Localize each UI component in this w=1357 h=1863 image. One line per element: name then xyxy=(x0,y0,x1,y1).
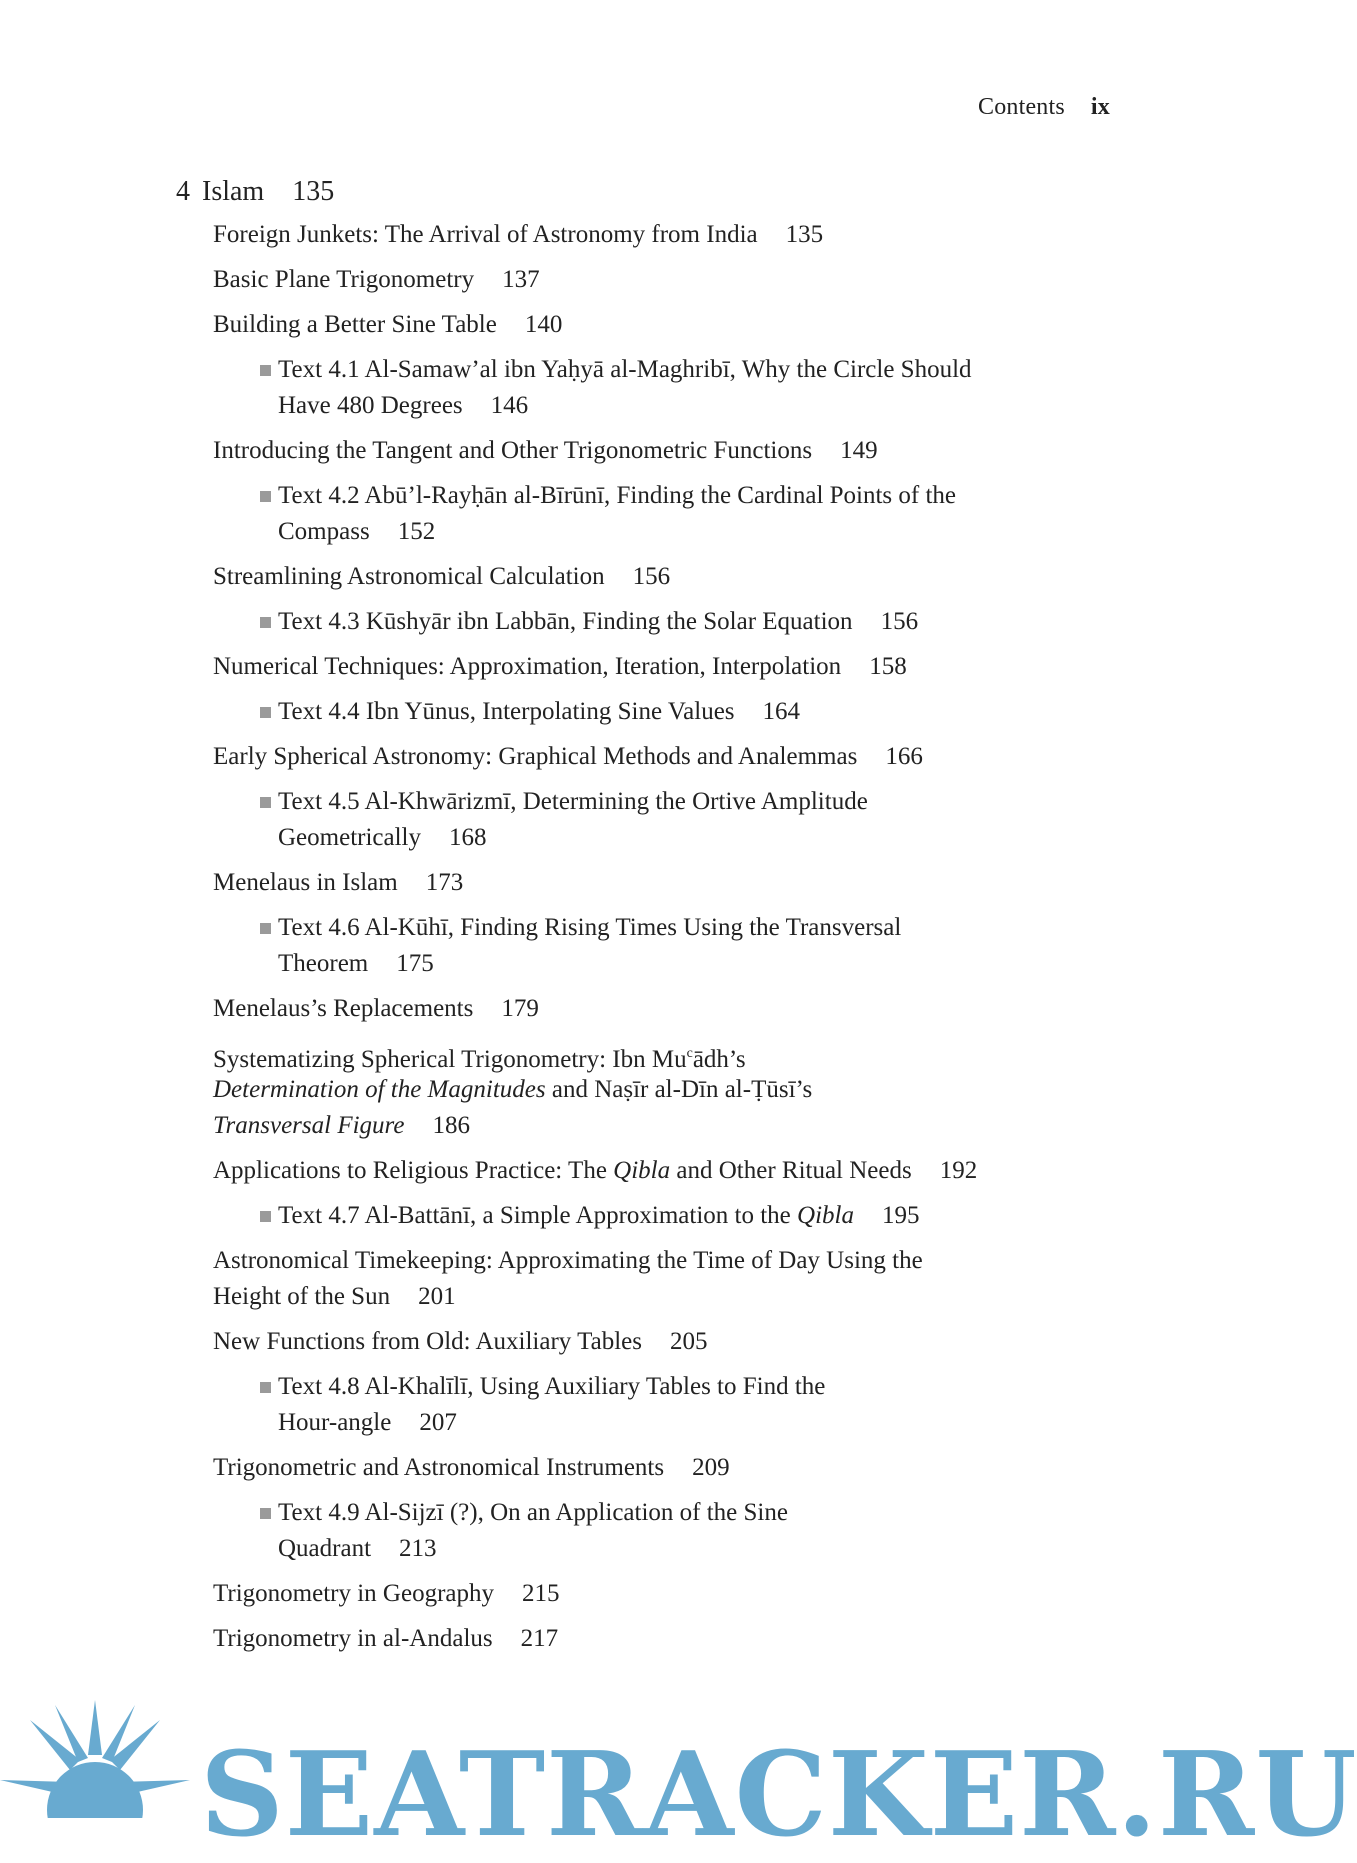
watermark-text: SEATRACKER.RU xyxy=(200,1727,1357,1863)
text-entry-title-continued: Hour-angle xyxy=(278,1409,392,1436)
section-page: 140 xyxy=(524,311,563,338)
toc-section-entry[interactable] xyxy=(213,307,562,343)
section-page: 217 xyxy=(520,1625,559,1652)
toc-section-entry-continued[interactable] xyxy=(213,1279,456,1315)
text-entry-page: 164 xyxy=(762,698,801,725)
text-entry-title-continued: Have 480 Degrees xyxy=(278,392,463,419)
section-title: Systematizing Spherical Trigonometry: Ibn Mu xyxy=(213,1046,687,1073)
section-title: Menelaus in Islam xyxy=(213,869,398,896)
text-entry-title-continued: Quadrant xyxy=(278,1535,372,1562)
toc-text-entry[interactable] xyxy=(260,1495,788,1531)
chapter-entry[interactable] xyxy=(176,174,334,210)
text-entry-title: Text 4.6 Al-Kūhī, Finding Rising Times Using the Transversal xyxy=(278,914,902,941)
section-title: Basic Plane Trigonometry xyxy=(213,266,475,293)
section-title: Trigonometry in Geography xyxy=(213,1580,494,1607)
section-page: 137 xyxy=(502,266,540,293)
text-entry-page: 213 xyxy=(399,1535,437,1562)
square-bullet-icon xyxy=(260,1382,271,1393)
toc-text-entry[interactable] xyxy=(260,910,901,946)
toc-section-entry-continued[interactable] xyxy=(213,1072,812,1108)
text-entry-title: Text 4.3 Kūshyār ibn Labbān, Finding the Solar Equation xyxy=(278,608,853,635)
section-page: 156 xyxy=(632,563,671,590)
text-entry-title: Text 4.5 Al-Khwārizmī, Determining the Ortive Amplitude xyxy=(278,788,868,815)
text-entry-title: Text 4.7 Al-Battānī, a Simple Approximation to the xyxy=(278,1202,798,1229)
section-title: Astronomical Timekeeping: Approximating the Time of Day Using the xyxy=(213,1247,923,1274)
toc-section-entry[interactable] xyxy=(213,739,923,775)
toc-section-entry[interactable] xyxy=(213,1243,923,1279)
toc-text-entry-continued[interactable] xyxy=(278,514,435,550)
toc-section-entry[interactable] xyxy=(213,262,540,298)
section-title: Trigonometric and Astronomical Instruments xyxy=(213,1454,665,1481)
section-title: New Functions from Old: Auxiliary Tables xyxy=(213,1328,642,1355)
text-entry-title-continued: Theorem xyxy=(278,950,369,977)
toc-text-entry-continued[interactable] xyxy=(278,1405,457,1441)
section-page: 192 xyxy=(939,1157,978,1184)
toc-text-entry[interactable] xyxy=(260,784,868,820)
section-page: 149 xyxy=(840,437,878,464)
toc-section-entry[interactable] xyxy=(213,1153,977,1189)
text-entry-title: Text 4.8 Al-Khalīlī, Using Auxiliary Tables to Find the xyxy=(278,1373,826,1400)
text-entry-page: 207 xyxy=(419,1409,457,1436)
toc-section-entry[interactable] xyxy=(213,1621,558,1657)
toc-section-entry[interactable] xyxy=(213,865,463,901)
toc-text-entry[interactable] xyxy=(260,478,956,514)
text-entry-title-continued: Compass xyxy=(278,518,370,545)
text-entry-page: 175 xyxy=(396,950,434,977)
section-page: 186 xyxy=(432,1112,470,1139)
text-entry-title: Text 4.9 Al-Sijzī (?), On an Application of the Sine xyxy=(278,1499,788,1526)
toc-text-entry-continued[interactable] xyxy=(278,946,434,982)
toc-text-entry[interactable] xyxy=(260,694,800,730)
chapter-title: Islam xyxy=(202,176,265,207)
section-title-continued: Height of the Sun xyxy=(213,1283,391,1310)
toc-section-entry[interactable] xyxy=(213,217,823,253)
text-entry-page: 156 xyxy=(880,608,919,635)
section-page: 135 xyxy=(785,221,824,248)
section-title-part: and Naṣīr al-Dīn al-Ṭūsī’s xyxy=(545,1076,813,1103)
toc-text-entry-continued[interactable] xyxy=(278,388,528,424)
section-page: 205 xyxy=(670,1328,708,1355)
qibla-italic: Qibla xyxy=(613,1157,671,1184)
toc-section-entry[interactable] xyxy=(213,649,907,685)
square-bullet-icon xyxy=(260,491,271,502)
section-page: 179 xyxy=(501,995,539,1022)
section-title: Early Spherical Astronomy: Graphical Methods and Analemmas xyxy=(213,743,858,770)
toc-section-entry[interactable] xyxy=(213,1324,708,1360)
square-bullet-icon xyxy=(260,1211,271,1222)
section-page: 209 xyxy=(692,1454,730,1481)
toc-section-entry[interactable] xyxy=(213,433,878,469)
text-entry-title: Text 4.1 Al-Samaw’al ibn Yaḥyā al-Maghribī, Why the Circle Should xyxy=(278,356,972,383)
section-page: 201 xyxy=(418,1283,456,1310)
toc-section-entry-continued[interactable] xyxy=(213,1108,470,1144)
toc-text-entry[interactable] xyxy=(260,352,972,388)
square-bullet-icon xyxy=(260,797,271,808)
section-title: Building a Better Sine Table xyxy=(213,311,497,338)
toc-section-entry[interactable] xyxy=(213,991,539,1027)
toc-section-entry[interactable] xyxy=(213,1576,560,1612)
toc-text-entry-continued[interactable] xyxy=(278,1531,437,1567)
book-title-italic: Determination of the Magnitudes xyxy=(213,1076,546,1103)
square-bullet-icon xyxy=(260,923,271,934)
book-title-italic: Transversal Figure xyxy=(213,1112,405,1139)
section-title: Introducing the Tangent and Other Trigonometric Functions xyxy=(213,437,813,464)
section-page: 215 xyxy=(522,1580,560,1607)
text-entry-title: Text 4.4 Ibn Yūnus, Interpolating Sine Values xyxy=(278,698,735,725)
qibla-italic: Qibla xyxy=(797,1202,854,1229)
running-head xyxy=(978,94,1110,121)
toc-text-entry[interactable] xyxy=(260,1198,919,1234)
section-title: Applications to Religious Practice: The xyxy=(213,1157,614,1184)
chapter-page: 135 xyxy=(292,176,335,207)
section-title-part: and Other Ritual Needs xyxy=(670,1157,912,1184)
section-title: Numerical Techniques: Approximation, Iteration, Interpolation xyxy=(213,653,842,680)
page-number: ix xyxy=(1090,94,1110,120)
text-entry-title-continued: Geometrically xyxy=(278,824,421,851)
toc-text-entry[interactable] xyxy=(260,1369,825,1405)
text-entry-page: 146 xyxy=(490,392,529,419)
text-entry-title: Text 4.2 Abū’l-Rayḥān al-Bīrūnī, Finding the Cardinal Points of the xyxy=(278,482,957,509)
toc-text-entry[interactable] xyxy=(260,604,918,640)
superscript-c: c xyxy=(686,1046,693,1061)
toc-section-entry[interactable] xyxy=(213,1450,730,1486)
section-title-part: ādh’s xyxy=(692,1046,746,1073)
section-page: 173 xyxy=(425,869,464,896)
section-title: Streamlining Astronomical Calculation xyxy=(213,563,605,590)
toc-section-entry[interactable] xyxy=(213,559,670,595)
square-bullet-icon xyxy=(260,617,271,628)
section-page: 166 xyxy=(885,743,923,770)
chapter-number: 4 xyxy=(176,176,190,207)
toc-text-entry-continued[interactable] xyxy=(278,820,487,856)
section-page: 158 xyxy=(869,653,907,680)
text-entry-page: 168 xyxy=(449,824,487,851)
section-title: Menelaus’s Replacements xyxy=(213,995,474,1022)
running-head-title: Contents xyxy=(977,94,1065,120)
square-bullet-icon xyxy=(260,365,271,376)
section-title: Foreign Junkets: The Arrival of Astronomy from India xyxy=(213,221,758,248)
text-entry-page: 152 xyxy=(397,518,436,545)
text-entry-page: 195 xyxy=(881,1202,920,1229)
section-title: Trigonometry in al-Andalus xyxy=(213,1625,493,1652)
square-bullet-icon xyxy=(260,1508,271,1519)
square-bullet-icon xyxy=(260,707,271,718)
